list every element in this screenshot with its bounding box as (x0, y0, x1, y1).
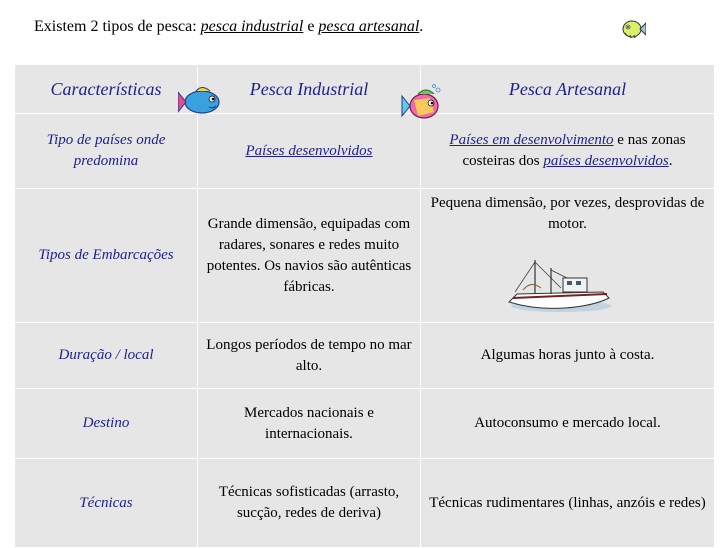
header-row (15, 65, 715, 114)
intro-suffix: . (419, 18, 424, 35)
pufferfish-icon (620, 18, 646, 40)
row-label-destino: Destino (15, 389, 198, 459)
table-row (15, 114, 715, 189)
cell-artesanal-tecnicas: Técnicas rudimentares (linhas, anzóis e redes) (421, 459, 715, 548)
cell-artesanal-duracao: Algumas horas junto à costa. (421, 323, 715, 389)
intro-prefix: Existem 2 tipos de pesca: (34, 18, 201, 35)
pesca-industrial-link[interactable]: pesca industrial (200, 18, 304, 35)
blue-fish-icon (178, 82, 226, 122)
artesanal-embarcacoes-text: Pequena dimensão, por vezes, desprovidas de motor. (430, 195, 705, 232)
paises-desenvolvidos-link[interactable]: Países desenvolvidos (245, 142, 373, 159)
table-row (15, 459, 715, 548)
cell-industrial-destino: Mercados nacionais e internacionais. (198, 389, 421, 459)
paises-em-desenvolvimento-link[interactable]: Países em desenvolvimento (449, 132, 614, 148)
paises-desenvolvidos-artesanal-link[interactable]: países desenvolvidos (543, 153, 669, 169)
pesca-artesanal-link[interactable]: pesca artesanal (318, 18, 420, 35)
cell-industrial-tecnicas: Técnicas sofisticadas (arrasto, sucção, redes de deriva) (198, 459, 421, 548)
row-label-embarcacoes: Tipos de Embarcações (15, 189, 198, 323)
row-label-paises: Tipo de países onde predomina (15, 114, 198, 189)
cell-industrial-duracao: Longos períodos de tempo no mar alto. (198, 323, 421, 389)
artesanal-paises-text: e nas zonas costeiras dos (462, 132, 686, 169)
intro-heading (34, 18, 423, 36)
cell-industrial-paises (198, 114, 421, 189)
intro-middle: e (303, 18, 319, 35)
row-label-duracao: Duração / local (15, 323, 198, 389)
cell-artesanal-destino: Autoconsumo e mercado local. (421, 389, 715, 459)
cell-artesanal-paises (421, 114, 715, 189)
cell-industrial-embarcacoes: Grande dimensão, equipadas com radares, sonares e redes muito potentes. Os navios são autênticas fábricas. (198, 189, 421, 323)
header-caracteristicas: Características (15, 65, 198, 114)
table-row (15, 389, 715, 459)
header-pesca-artesanal: Pesca Artesanal (421, 65, 715, 114)
colorful-fish-icon (400, 82, 444, 126)
table-row (15, 323, 715, 389)
fishing-boat-icon (505, 258, 613, 316)
artesanal-paises-end: . (668, 153, 673, 169)
row-label-tecnicas: Técnicas (15, 459, 198, 548)
header-pesca-industrial: Pesca Industrial (198, 65, 421, 114)
